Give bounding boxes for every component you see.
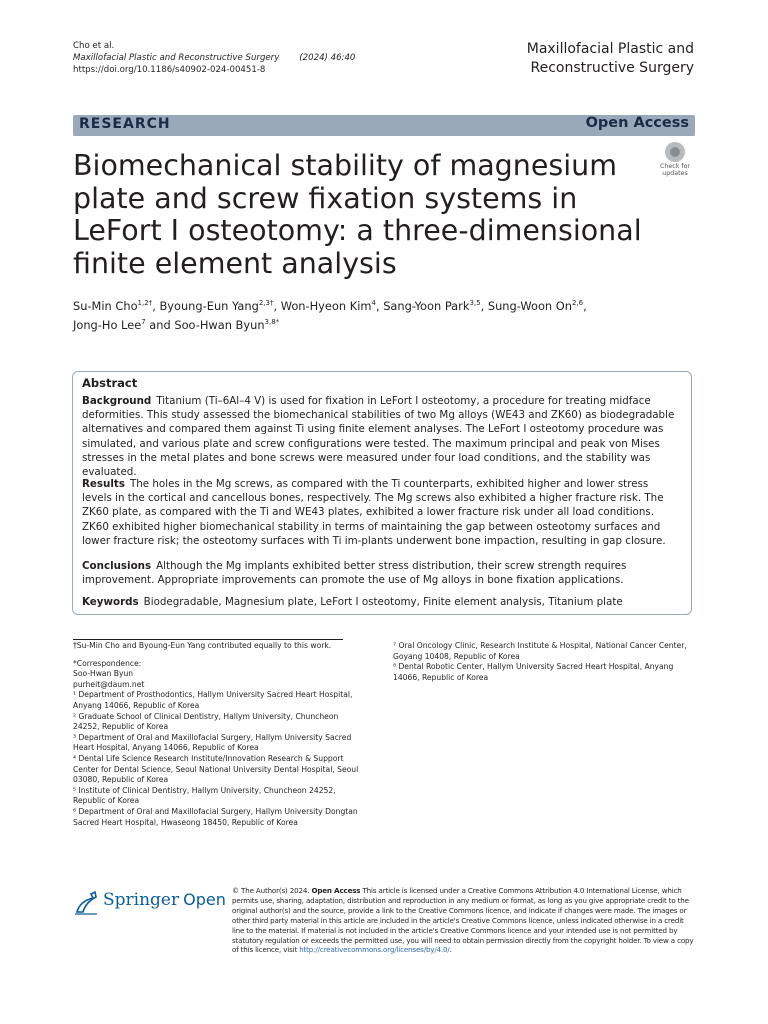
footnote: †Su-Min Cho and Byoung-Eun Yang contributed equally to this work. [73, 641, 332, 650]
journal-title: Maxillofacial Plastic and Reconstructive Surgery [526, 41, 694, 76]
running-header [73, 40, 355, 76]
author-affiliation-marker: 1,2† [137, 299, 153, 307]
open-access-label: Open Access [585, 115, 689, 131]
article-type-banner [73, 115, 695, 136]
author-name: Jong-Ho Lee [73, 318, 142, 332]
author-name: Sung-Woon On [487, 299, 572, 313]
header-year-volume: (2024) 46:40 [299, 53, 356, 63]
footnote: ⁶ Department of Oral and Maxillofacial Surgery, Hallym University Dongtan Sacred Heart Hospital, Hwaseong 18450, Republic of Korea [73, 806, 358, 827]
abstract-keywords [82, 595, 680, 609]
author-affiliation-marker: 4 [371, 299, 376, 307]
footnote: ⁷ Oral Oncology Clinic, Research Institute & Hospital, National Cancer Center, Goyang 10408, Republic of Korea [393, 641, 687, 661]
keywords-text: Biodegradable, Magnesium plate, LeFort I osteotomy, Finite element analysis, Titanium plate [143, 596, 623, 608]
header-journal: Maxillofacial Plastic and Reconstructive Surgery [73, 53, 280, 63]
author-name: Won-Hyeon Kim [280, 299, 372, 313]
author-name: Su-Min Cho [73, 299, 138, 313]
author-list: Su-Min Cho$^{1,2\dagger}$, Byoung-Eun Yang$^{2,3\dagger}$, Won-Hyeon Kim$^4$, Sang-Yoon Park$^{3,5}$, Sung-Woon On$^{2,6}$, Jong-Ho Lee$^7$ and Soo-Hwan Byun$^{3,8*}$ [73, 299, 587, 332]
author-name: Sang-Yoon Park [383, 299, 470, 313]
license-notice: © The Author(s) 2024. Open Access This article is licensed under a Creative Commons Attribution 4.0 International License, which permits use, sharing, adaptation, distribution and reproduction in any medium or format, as long as you give appropriate credit to the original author(s) and the source, provide a link to the Creative Commons licence, and indicate if changes were made. The images or other third party material in this article are included in the article's Creative Commons licence, unless indicated otherwise in a credit line to the material. If material is not included in the article's Creative Commons licence and your intended use is not permitted by statutory regulation or exceeds the permitted use, you will need to obtain permission directly from the copyright holder. To view a copy of this licence, visit http://creativecommons.org/licenses/by/4.0/. [232, 886, 694, 955]
author-affiliation-marker: 3,5 [469, 299, 481, 307]
author-affiliation-marker: 2,3† [258, 299, 274, 307]
results-text: The holes in the Mg screws, as compared with the Ti counterparts, exhibited higher and lower stress levels in the cortical and cancellous bones, respectively. The Mg screws also exhibited a higher fracture risk. The ZK60 plate, as compared with the Ti and WE43 plates, exhibited a lower fracture risk under all load conditions. ZK60 exhibited higher biomechanical stability in terms of maintaining the gap between osteotomy surfaces and lower fracture risk; the osteotomy surfaces with Ti im-plants underwent bone impaction, resulting in gap closure. [82, 478, 666, 547]
footnotes-left [73, 641, 363, 828]
abstract-heading: Abstract [82, 376, 138, 390]
header-authors: Cho et al. [73, 41, 115, 51]
springer-open-logo [73, 888, 226, 916]
author-affiliation-marker: 3,8* [264, 318, 280, 326]
check-for-updates-icon [665, 142, 685, 162]
footnote: Soo-Hwan Byun [73, 669, 134, 679]
footnote: ³ Department of Oral and Maxillofacial Surgery, Hallym University Sacred Heart Hospital, Anyang 14066, Republic of Korea [73, 732, 352, 753]
footnote: ² Graduate School of Clinical Dentistry, Hallym University, Chuncheon 24252, Republic of Korea [73, 711, 339, 732]
abstract-conclusions [82, 559, 680, 587]
keywords-heading: Keywords [82, 596, 139, 608]
conclusions-text: Although the Mg implants exhibited better stress distribution, their screw strength requires improvement. Appropriate improvements can promote the use of Mg alloys in bone fixation applications. [82, 560, 627, 587]
results-heading: Results [82, 478, 125, 490]
footnote: *Correspondence: [73, 658, 142, 668]
check-for-updates-button[interactable]: Check for updates [656, 142, 694, 180]
abstract-background [82, 394, 680, 479]
license-link[interactable]: http://creativecommons.org/licenses/by/4.0/ [299, 945, 450, 955]
background-heading: Background [82, 395, 152, 407]
license-open-access: Open Access [311, 886, 361, 895]
footnote: ¹ Department of Prosthodontics, Hallym University Sacred Heart Hospital, Anyang 14066, Republic of Korea [73, 690, 353, 710]
conclusions-heading: Conclusions [82, 560, 152, 572]
author-affiliation-marker: 2,6 [571, 299, 584, 307]
research-label: RESEARCH [79, 116, 171, 132]
header-doi-link[interactable]: https://doi.org/10.1186/s40902-024-00451-8 [73, 65, 266, 75]
author-name: Byoung-Eun Yang [159, 299, 259, 313]
springer-horse-icon [73, 888, 99, 916]
author-name: Soo-Hwan Byun [174, 318, 265, 332]
license-text: This article is licensed under a Creative Commons Attribution 4.0 International License, which permits use, sharing, adaptation, distribution and reproduction in any medium or format, as long as you give appropriate credit to the original author(s) and the source, provide a link to the Creative Commons licence, and indicate if changes were made. The images or other third party material in this article are included in the article's Creative Commons licence, unless indicated otherwise in a credit line to the material. If material is not included in the article's Creative Commons licence and your intended use is not permitted by statutory regulation or exceeds the permitted use, you will need to obtain permission directly from the copyright holder. To view a copy of this licence, visit [232, 886, 694, 955]
author-affiliation-marker: 7 [141, 318, 146, 326]
springer-wordmark: Springer [103, 890, 180, 910]
open-wordmark: Open [183, 890, 226, 909]
abstract-results [82, 477, 680, 548]
footnote-rule [73, 639, 343, 640]
footnote: ⁸ Dental Robotic Center, Hallym University Sacred Heart Hospital, Anyang 14066, Republic of Korea [393, 662, 674, 682]
footnotes-right [393, 641, 693, 683]
footnote: ⁵ Institute of Clinical Dentistry, Hallym University, Chuncheon 24252, Republic of Korea [73, 785, 336, 806]
footnote: purheit@daum.net [73, 679, 145, 689]
article-title: Biomechanical stability of magnesium plate and screw fixation systems in LeFort I osteotomy: a three-dimensional finite element analysis [73, 149, 642, 280]
footnote: ⁴ Dental Life Science Research Institute/Innovation Research & Support Center for Dental Science, Seoul National University Dental Hospital, Seoul 03080, Republic of Korea [73, 753, 359, 785]
background-text: Titanium (Ti–6Al–4 V) is used for fixation in LeFort I osteotomy, a procedure for treating midface deformities. This study assessed the biomechanical stabilities of two Mg alloys (WE43 and ZK60) as biodegradable alternatives and compared them against Ti using finite element analyses. The LeFort I osteotomy procedure was simulated, and various plate and screw configurations were tested. The maximum principal and peak von Mises stresses in the metal plates and bone screws were measured under four load conditions, and the stability was evaluated. [82, 395, 675, 479]
